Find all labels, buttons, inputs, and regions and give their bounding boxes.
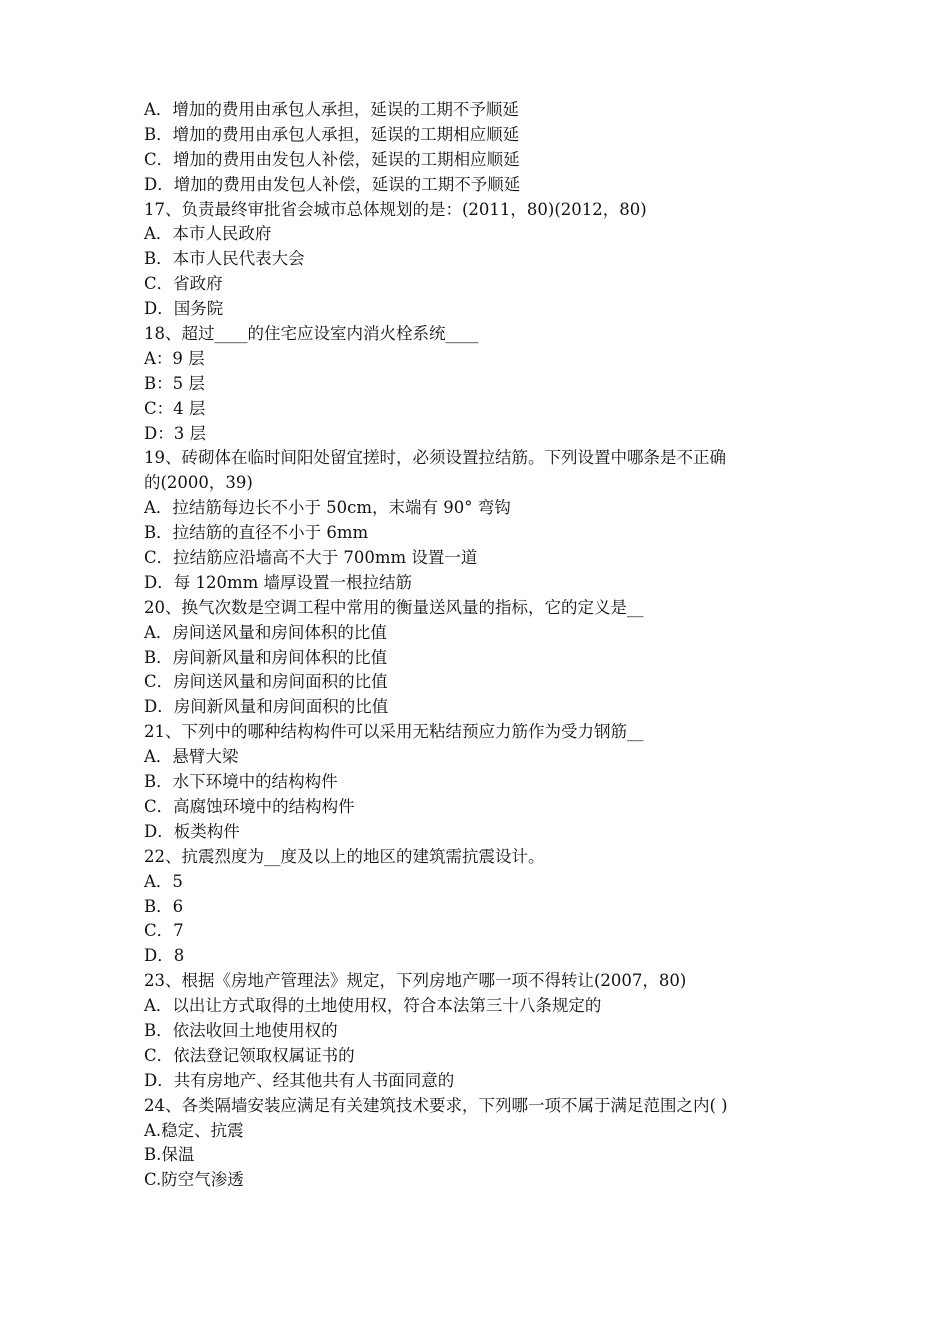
question-19-continued: 的(2000，39) <box>144 473 253 493</box>
option-line: B．本市人民代表大会 <box>144 249 305 269</box>
question-20: 20、换气次数是空调工程中常用的衡量送风量的指标，它的定义是__ <box>144 597 644 617</box>
option-line: C．7 <box>144 921 184 941</box>
option-line: D．8 <box>144 946 185 966</box>
option-line: A.稳定、抗震 <box>144 1120 244 1140</box>
question-21: 21、下列中的哪种结构构件可以采用无粘结预应力筋作为受力钢筋__ <box>144 722 644 742</box>
option-line: B．依法收回土地使用权的 <box>144 1020 338 1040</box>
option-line: D．每 120mm 墙厚设置一根拉结筋 <box>144 572 413 592</box>
option-line: D：3 层 <box>144 423 206 443</box>
option-line: A．5 <box>144 871 183 891</box>
option-line: A．增加的费用由承包人承担，延误的工期不予顺延 <box>144 100 519 119</box>
option-line: C．房间送风量和房间面积的比值 <box>144 672 388 692</box>
option-line: B．6 <box>144 896 184 916</box>
option-line: B．房间新风量和房间体积的比值 <box>144 647 388 667</box>
option-line: D．共有房地产、经其他共有人书面同意的 <box>144 1070 455 1090</box>
option-line: C．增加的费用由发包人补偿，延误的工期相应顺延 <box>144 149 520 169</box>
question-23: 23、根据《房地产管理法》规定，下列房地产哪一项不得转让(2007，80) <box>144 971 687 991</box>
question-19: 19、砖砌体在临时间阳处留宜搓时，必须设置拉结筋。下列设置中哪条是不正确 <box>144 448 726 468</box>
option-line: B．水下环境中的结构构件 <box>144 772 338 792</box>
option-line: C.防空气渗透 <box>144 1170 244 1190</box>
option-line: B：5 层 <box>144 373 205 393</box>
question-22: 22、抗震烈度为__度及以上的地区的建筑需抗震设计。 <box>144 846 545 866</box>
option-line: D．国务院 <box>144 299 224 319</box>
option-line: C．依法登记领取权属证书的 <box>144 1045 355 1065</box>
option-line: A：9 层 <box>144 348 205 368</box>
document-page <box>144 98 814 1193</box>
option-line: C．省政府 <box>144 274 223 294</box>
option-line: B．拉结筋的直径不小于 6mm <box>144 523 369 543</box>
question-24: 24、各类隔墙安装应满足有关建筑技术要求，下列哪一项不属于满足范围之内( ) <box>144 1095 728 1115</box>
option-line: C．高腐蚀环境中的结构构件 <box>144 796 355 816</box>
option-line: A．拉结筋每边长不小于 50cm，末端有 90° 弯钩 <box>144 498 511 518</box>
option-line: C：4 层 <box>144 398 206 418</box>
option-line: D．增加的费用由发包人补偿，延误的工期不予顺延 <box>144 174 521 194</box>
option-line: D．房间新风量和房间面积的比值 <box>144 697 389 717</box>
option-line: D．板类构件 <box>144 821 240 841</box>
option-line: A．房间送风量和房间体积的比值 <box>144 622 387 642</box>
question-17: 17、负责最终审批省会城市总体规划的是：(2011，80)(2012，80) <box>144 199 647 219</box>
option-line: A．悬臂大梁 <box>144 747 239 767</box>
option-line: B．增加的费用由承包人承担，延误的工期相应顺延 <box>144 124 520 144</box>
option-line: A．以出让方式取得的土地使用权，符合本法第三十八条规定的 <box>144 996 602 1016</box>
option-line: A．本市人民政府 <box>144 224 272 244</box>
option-line: B.保温 <box>144 1145 195 1165</box>
question-18: 18、超过____的住宅应设室内消火栓系统____ <box>144 324 479 344</box>
option-line: C．拉结筋应沿墙高不大于 700mm 设置一道 <box>144 548 478 568</box>
